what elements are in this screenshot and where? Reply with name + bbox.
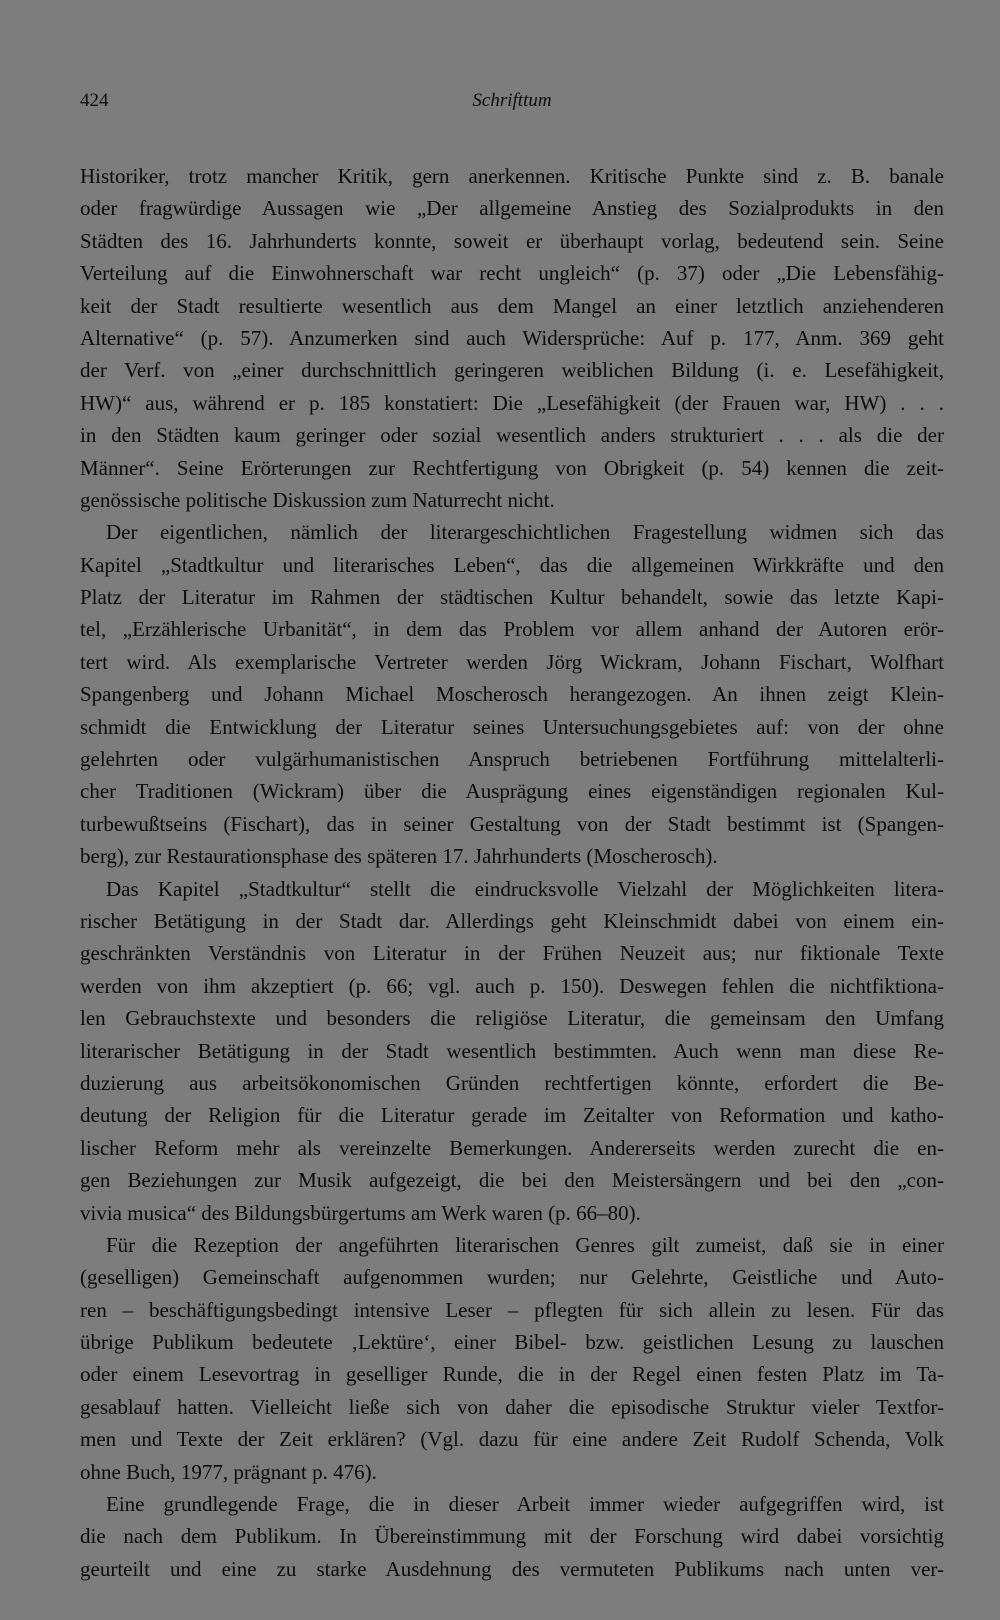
text-line: literarischer Betätigung in der Stadt wesentlich bestimmten. Auch wenn man diese Re- — [80, 1038, 944, 1063]
text-line: deutung der Religion für die Literatur gerade im Zeitalter von Reformation und katho- — [80, 1103, 944, 1128]
text-line: keit der Stadt resultierte wesentlich aus dem Mangel an einer letztlich anziehenderen — [80, 293, 944, 318]
text-line: Für die Rezeption der angeführten literarischen Genres gilt zumeist, daß sie in einer — [106, 1232, 944, 1257]
text-line: der Verf. von „einer durchschnittlich geringeren weiblichen Bildung (i. e. Lesefähigkeit, — [80, 358, 944, 383]
text-line: gen Beziehungen zur Musik aufgezeigt, die bei den Meistersängern und bei den „con- — [80, 1168, 944, 1193]
text-line: Verteilung auf die Einwohnerschaft war recht ungleich“ (p. 37) oder „Die Lebensfähig- — [80, 261, 944, 286]
text-line: oder fragwürdige Aussagen wie „Der allgemeine Anstieg des Sozialprodukts in den — [80, 196, 944, 221]
text-line: ohne Buch, 1977, prägnant p. 476). — [80, 1459, 377, 1484]
text-line: Städten des 16. Jahrhunderts konnte, soweit er überhaupt vorlag, bedeutend sein. Seine — [80, 228, 944, 253]
text-line: HW)“ aus, während er p. 185 konstatiert: Die „Lesefähigkeit (der Frauen war, HW) . . . — [80, 390, 944, 415]
text-line: die nach dem Publikum. In Übereinstimmung mit der Forschung wird dabei vorsichtig — [80, 1524, 944, 1549]
text-line: Historiker, trotz mancher Kritik, gern anerkennen. Kritische Punkte sind z. B. banale — [80, 164, 944, 188]
page-number: 424 — [80, 90, 109, 111]
text-line: Männer“. Seine Erörterungen zur Rechtfertigung von Obrigkeit (p. 54) kennen die zeit- — [80, 455, 944, 480]
text-line: schmidt die Entwicklung der Literatur seines Untersuchungsgebietes auf: von der ohne — [80, 714, 944, 739]
text-line: oder einem Lesevortrag in geselliger Runde, die in der Regel einen festen Platz im Ta- — [80, 1362, 944, 1387]
text-line: berg), zur Restaurationsphase des späteren 17. Jahrhunderts (Moscherosch). — [80, 844, 718, 869]
text-line: übrige Publikum bedeutete ‚Lektüre‘, einer Bibel- bzw. geistlichen Lesung zu lauschen — [80, 1330, 944, 1355]
text-line: Eine grundlegende Frage, die in dieser Arbeit immer wieder aufgegriffen wird, ist — [106, 1492, 944, 1517]
text-line: werden von ihm akzeptiert (p. 66; vgl. auch p. 150). Deswegen fehlen die nichtfiktiona- — [80, 973, 944, 998]
text-line: geschränkten Verständnis von Literatur in der Frühen Neuzeit aus; nur fiktionale Texte — [80, 941, 944, 966]
text-line: Der eigentlichen, nämlich der literargeschichtlichen Fragestellung widmen sich das — [106, 520, 944, 545]
text-line: genössische politische Diskussion zum Naturrecht nicht. — [80, 487, 555, 512]
text-line: Kapitel „Stadtkultur und literarisches Leben“, das die allgemeinen Wirkkräfte und den — [80, 552, 944, 577]
text-line: vivia musica“ des Bildungsbürgertums am Werk waren (p. 66–80). — [80, 1200, 641, 1225]
body-text — [80, 160, 944, 1585]
running-title: Schrifttum — [472, 90, 552, 111]
text-line: Alternative“ (p. 57). Anzumerken sind auch Widersprüche: Auf p. 177, Anm. 369 geht — [80, 325, 944, 350]
text-line: Platz der Literatur im Rahmen der städtischen Kultur behandelt, sowie das letzte Kapi- — [80, 585, 944, 610]
text-line: lischer Reform mehr als vereinzelte Bemerkungen. Andererseits werden zurecht die en- — [80, 1135, 944, 1160]
text-line: geurteilt und eine zu starke Ausdehnung des vermuteten Publikums nach unten ver- — [80, 1556, 944, 1581]
text-line: tel, „Erzählerische Urbanität“, in dem das Problem vor allem anhand der Autoren erör- — [80, 617, 944, 642]
text-line: gelehrten oder vulgärhumanistischen Anspruch betriebenen Fortführung mittelalterli- — [80, 747, 944, 772]
text-line: duzierung aus arbeitsökonomischen Gründen rechtfertigen könnte, erfordert die Be- — [80, 1070, 944, 1095]
text-line: ren – beschäftigungsbedingt intensive Leser – pflegten für sich allein zu lesen. Für das — [80, 1297, 944, 1322]
text-line: cher Traditionen (Wickram) über die Ausprägung eines eigenständigen regionalen Kul- — [80, 779, 944, 804]
text-line: tert wird. Als exemplarische Vertreter werden Jörg Wickram, Johann Fischart, Wolfhart — [80, 649, 944, 674]
text-line: in den Städten kaum geringer oder sozial wesentlich anders strukturiert . . . als die der — [80, 423, 944, 448]
text-line: (geselligen) Gemeinschaft aufgenommen wurden; nur Gelehrte, Geistliche und Auto- — [80, 1265, 944, 1290]
text-line: Spangenberg und Johann Michael Moscherosch herangezogen. An ihnen zeigt Klein- — [80, 682, 944, 707]
text-line: gesablauf hatten. Vielleicht ließe sich von daher die episodische Struktur vieler Textfor- — [80, 1394, 944, 1419]
text-line: len Gebrauchstexte und besonders die religiöse Literatur, die gemeinsam den Umfang — [80, 1006, 944, 1031]
text-line: Das Kapitel „Stadtkultur“ stellt die eindrucksvolle Vielzahl der Möglichkeiten litera- — [106, 876, 944, 901]
text-line: men und Texte der Zeit erklären? (Vgl. dazu für eine andere Zeit Rudolf Schenda, Volk — [80, 1427, 944, 1452]
text-line: turbewußtseins (Fischart), das in seiner Gestaltung von der Stadt bestimmt ist (Spangen- — [80, 811, 944, 836]
text-line: rischer Betätigung in der Stadt dar. Allerdings geht Kleinschmidt dabei von einem ein- — [80, 908, 944, 933]
page-header — [80, 90, 944, 120]
